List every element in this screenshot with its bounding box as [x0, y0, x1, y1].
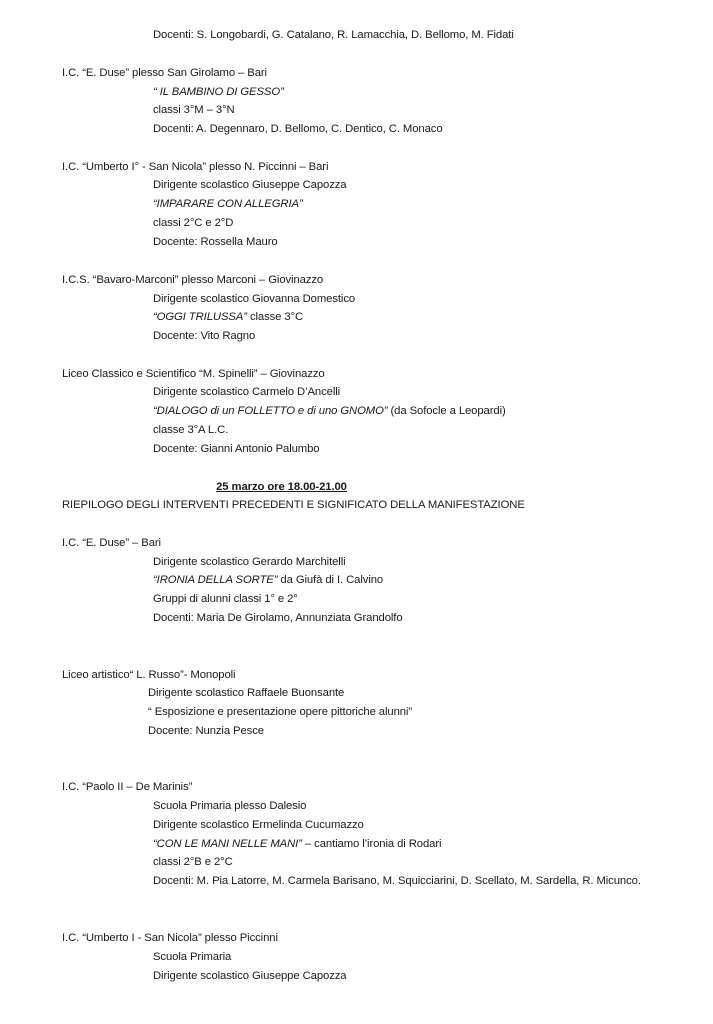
paolo-title: “CON LE MANI NELLE MANI”	[153, 838, 302, 850]
spinelli-dirigente: Dirigente scolastico Carmelo D’Ancelli	[153, 386, 341, 398]
duse-bari-docenti: Docenti: Maria De Girolamo, Annunziata Grandolfo	[153, 612, 403, 624]
spinelli-classe: classe 3°A L.C.	[153, 424, 229, 436]
paolo-school: I.C. “Paolo II – De Marinis”	[62, 781, 193, 793]
umberto1-docente: Docente: Rossella Mauro	[153, 236, 278, 248]
duse-sg-docenti: Docenti: A. Degennaro, D. Bellomo, C. Dentico, C. Monaco	[153, 123, 443, 135]
bavaro-classe: classe 3°C	[246, 311, 304, 323]
russo-dirigente: Dirigente scolastico Raffaele Buonsante	[148, 687, 345, 699]
duse-bari-title-note: da Giufà di I. Calvino	[277, 574, 384, 586]
duse-bari-school: I.C. “E. Duse” – Bari	[62, 537, 161, 549]
umberto1-title: “IMPARARE CON ALLEGRIA”	[153, 198, 303, 210]
paolo-classi: classi 2°B e 2°C	[153, 856, 233, 868]
spinelli-title-line	[153, 404, 506, 418]
bavaro-title-line	[153, 310, 303, 324]
bavaro-dirigente: Dirigente scolastico Giovanna Domestico	[153, 293, 356, 305]
paolo-docenti: Docenti: M. Pia Latorre, M. Carmela Barisano, M. Squicciarini, D. Scellato, M. Sardella, R. Micunco.	[153, 875, 641, 887]
riepilogo-heading: RIEPILOGO DEGLI INTERVENTI PRECEDENTI E SIGNIFICATO DELLA MANIFESTAZIONE	[62, 499, 525, 511]
paolo-title-line	[153, 837, 441, 851]
bavaro-title: “OGGI TRILUSSA”	[153, 311, 247, 323]
paolo-title-note: – cantiamo l’ironia di Rodari	[301, 838, 442, 850]
spinelli-school: Liceo Classico e Scientifico “M. Spinelli” – Giovinazzo	[62, 368, 325, 380]
russo-docente: Docente: Nunzia Pesce	[148, 725, 264, 737]
umberto1-school: I.C. “Umberto I° - San Nicola” plesso N. Piccinni – Bari	[62, 161, 329, 173]
duse-sg-classi: classi 3°M – 3°N	[153, 104, 235, 116]
bavaro-school: I.C.S. “Bavaro-Marconi” plesso Marconi – Giovinazzo	[62, 274, 324, 286]
duse-sg-school: I.C. “E. Duse” plesso San Girolamo – Bari	[62, 67, 267, 79]
duse-bari-title-line	[153, 573, 383, 587]
umberto2-scuola: Scuola Primaria	[153, 951, 232, 963]
umberto1-dirigente: Dirigente scolastico Giuseppe Capozza	[153, 179, 347, 191]
duse-sg-title: “ IL BAMBINO DI GESSO”	[153, 86, 284, 98]
duse-bari-dirigente: Dirigente scolastico Gerardo Marchitelli	[153, 556, 346, 568]
duse-bari-gruppi: Gruppi di alunni classi 1° e 2°	[153, 593, 298, 605]
umberto2-school: I.C. “Umberto I - San Nicola” plesso Piccinni	[62, 932, 278, 944]
spinelli-title: “DIALOGO di un FOLLETTO e di uno GNOMO”	[153, 405, 388, 417]
spinelli-title-note: (da Sofocle a Leopardi)	[387, 405, 506, 417]
umberto2-dirigente: Dirigente scolastico Giuseppe Capozza	[153, 970, 347, 982]
paolo-dirigente: Dirigente scolastico Ermelinda Cucumazzo	[153, 819, 364, 831]
duse-bari-title: “IRONIA DELLA SORTE”	[153, 574, 278, 586]
bavaro-docente: Docente: Vito Ragno	[153, 330, 256, 342]
top-docenti: Docenti: S. Longobardi, G. Catalano, R. Lamacchia, D. Bellomo, M. Fidati	[153, 29, 514, 41]
date-heading: 25 marzo ore 18.00-21.00	[216, 481, 347, 493]
spinelli-docente: Docente: Gianni Antonio Palumbo	[153, 443, 320, 455]
umberto1-classi: classi 2°C e 2°D	[153, 217, 234, 229]
paolo-scuola: Scuola Primaria plesso Dalesio	[153, 800, 307, 812]
russo-school: Liceo artistico“ L. Russo”- Monopoli	[62, 669, 236, 681]
russo-title: “ Esposizione e presentazione opere pittoriche alunni”	[148, 706, 413, 718]
